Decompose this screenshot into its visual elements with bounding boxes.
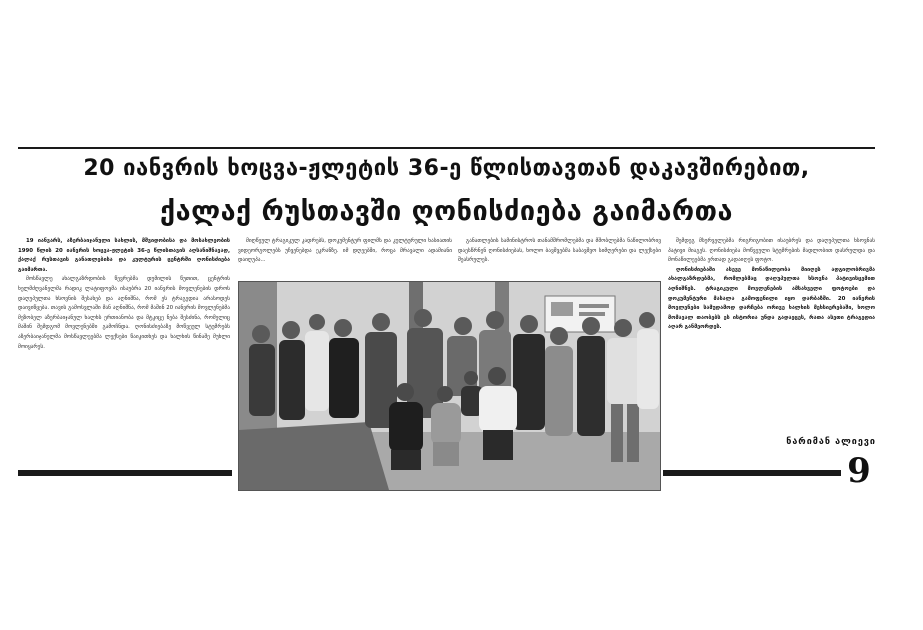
body-paragraph: მოსწავლე ახალგაზრდობის წევრებმა დუმილის წუთით, ცენტრის ხელმძღვანელმა რადიკ ლატიფოვმა ისაუბრა 20 იანვრის მოვლენების დროს დაღუპულთა ხსოვნის შესახებ და აღნიშნა, რომ ეს ტრაგედია არასოდეს დაივიწყება. თავის გამოსვლაში მან აღნიშნა, რომ მაშინ 20 იანვრის მოვლენებმა მეზობელ აზერბაიჯანულ ხალხს ერთიანობა და მტკიცე ნება შესძინა, რომელიც მაშინ შემდგომ მოვლენებში გამოჩნდა. ღონისძიებაზე მოწვეულ სტუმრებს აზერბაიჯანელმა მოსწავლეებმა ლექსები წაიკითხეს და ხალხის წინაშე მუხლი მოიყარეს. bbox=[18, 276, 230, 350]
column-2-text: მიღწეულ ტრაგიკულ კადრებს, დოკუმენტურ ფილმს და კულტურული ხასიათის ვიდეორგოლებს უჩვენებდა ეკრანზე. იმ დღეებში, როცა მრავალი ადამიანი დაიღუპა... bbox=[238, 238, 452, 264]
group-photo bbox=[238, 281, 661, 491]
column-4-intro: შემდეგ მსურველებმა რიგრიგობით ისაუბრეს და დაღუპულთა ხსოვნას პატივი მიაგეს. ღონისძიება მოწვეული სტუმრების მადლობით დასრულდა და მონაწილეებმა ერთად გადაიღეს ფოტო. bbox=[668, 238, 875, 264]
page-number: 9 bbox=[847, 451, 871, 491]
bottom-rule-right bbox=[663, 470, 841, 476]
group-photo-image bbox=[239, 282, 660, 490]
bottom-rule-left bbox=[18, 470, 232, 476]
author-signature: ნარიმან ალიევი bbox=[786, 437, 876, 447]
headline-line-1: 20 იანვრის ხოცვა-ჟლეტის 36-ე წლისთავთან დაკავშირებით, bbox=[83, 156, 810, 181]
article-column-1 bbox=[18, 237, 230, 463]
top-rule bbox=[18, 147, 875, 149]
headline-line-2: ქალაქ რუსთავში ღონისძიება გაიმართა bbox=[160, 196, 733, 227]
lead-paragraph: 19 იანვარს, აზერბაიჯანული სახლის, მშვიდობისა და მოსახლეობის 1990 წლის 20 იანვრის ხოცვა-ჟლეტის 36-ე წლისთავის აღსანიშნავად, ქალაქ რუსთავის განათლებისა და კულტურის ცენტრში ღონისძიება გაიმართა. bbox=[18, 238, 230, 273]
column-3-text: განათლების სამინისტროს თანამშრომლებმა და მშობლებმა ნაწილობრივ დაესწრნენ ღონისძიებას, ხოლო ბავშვებმა საბავშვო სიმღერები და ლექსები შეასრულეს. bbox=[458, 238, 661, 264]
article-column-4 bbox=[668, 237, 875, 432]
article-column-2 bbox=[238, 237, 452, 277]
column-4-bold-paragraph: ღონისძიებაში ასევე მონაწილეობა მიიღეს ადგილობრივმა ახალგაზრდებმა, რომლებმაც დაღუპულთა ხსოვნა პატივისცემით აღნიშნეს. ტრაგიკული მოვლენების ამსახველი ფოტოები და დოკუმენტური მასალა გამოფენილი იყო დარბაზში. 20 იანვრის მოვლენები სამუდამოდ დარჩება ორივე ხალხის მეხსიერებაში, ხოლო მომავალ თაობებს ეს ისტორია უნდა გადაეცეს, რათა ასეთი ტრაგედია აღარ განმეორდეს. bbox=[668, 266, 875, 331]
article-column-3 bbox=[458, 237, 661, 277]
